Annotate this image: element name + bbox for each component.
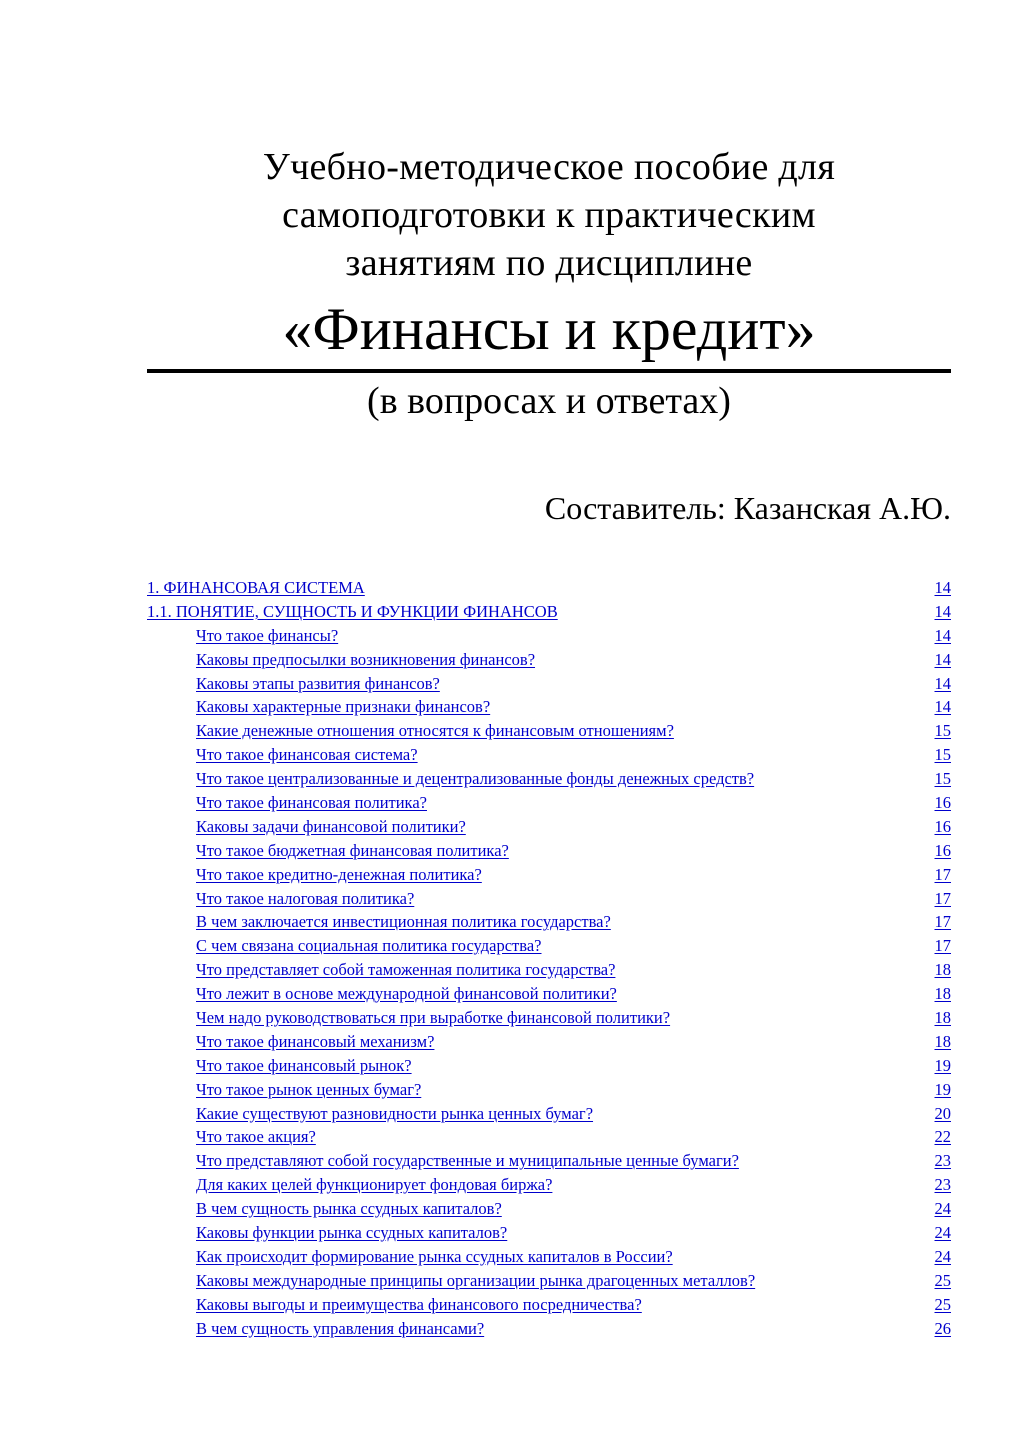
toc-entry-text: Что лежит в основе международной финансовой политики? (196, 984, 617, 1004)
toc-entry-page: 18 (934, 960, 951, 980)
toc-entry-page: 17 (934, 864, 951, 884)
toc-entry-text: Что представляет собой таможенная политика государства? (196, 960, 616, 980)
toc-entry[interactable] (147, 1197, 951, 1221)
table-of-contents (147, 576, 951, 1341)
toc-entry-text: Каковы функции рынка ссудных капиталов? (196, 1223, 508, 1243)
toc-entry[interactable] (147, 1269, 951, 1293)
toc-entry-text: Что такое финансовая политика? (196, 793, 427, 813)
toc-entry-text: Что такое бюджетная финансовая политика? (196, 840, 509, 860)
toc-entry-page: 14 (934, 601, 951, 621)
toc-entry-text: 1.1. ПОНЯТИЕ, СУЩНОСТЬ И ФУНКЦИИ ФИНАНСОВ (147, 601, 558, 621)
toc-entry-page: 19 (934, 1079, 951, 1099)
toc-entry-text: Что представляют собой государственные и муниципальные ценные бумаги? (196, 1151, 739, 1171)
toc-entry-text: Что такое финансовый рынок? (196, 1055, 412, 1075)
toc-entry-page: 14 (934, 649, 951, 669)
toc-entry-text: Каковы выгоды и преимущества финансового посредничества? (196, 1294, 642, 1314)
toc-entry-page: 15 (934, 769, 951, 789)
toc-entry[interactable] (147, 910, 951, 934)
toc-entry-text: 1. ФИНАНСОВАЯ СИСТЕМА (147, 578, 365, 597)
toc-entry-text: Что такое акция? (196, 1127, 316, 1147)
toc-entry[interactable] (147, 672, 951, 696)
toc-entry-chapter[interactable] (147, 576, 951, 600)
toc-entry-text: Что такое налоговая политика? (196, 888, 415, 908)
title-parenthetical: (в вопросах и ответах) (367, 380, 731, 422)
toc-entry-page: 26 (934, 1318, 951, 1338)
toc-entry-text: Каковы задачи финансовой политики? (196, 816, 466, 836)
toc-entry-section[interactable] (147, 600, 951, 624)
toc-entry[interactable] (147, 982, 951, 1006)
toc-entry-text: Что такое рынок ценных бумаг? (196, 1079, 422, 1099)
toc-entry[interactable] (147, 695, 951, 719)
toc-entry[interactable] (147, 1006, 951, 1030)
toc-entry-text: С чем связана социальная политика государства? (196, 936, 542, 956)
toc-entry[interactable] (147, 958, 951, 982)
toc-entry-page: 14 (934, 578, 951, 597)
toc-entry-text: В чем заключается инвестиционная политика государства? (196, 912, 611, 932)
toc-entry-page: 15 (934, 721, 951, 741)
toc-entry-text: Что такое финансы? (196, 625, 339, 645)
toc-entry-page: 17 (934, 936, 951, 956)
toc-entry[interactable] (147, 1173, 951, 1197)
toc-entry[interactable] (147, 1030, 951, 1054)
toc-entry-text: В чем сущность управления финансами? (196, 1318, 485, 1338)
toc-entry[interactable] (147, 1149, 951, 1173)
toc-entry-page: 24 (934, 1246, 951, 1266)
toc-entry-text: Чем надо руководствоваться при выработке финансовой политики? (196, 1008, 671, 1028)
toc-entry-page: 14 (934, 697, 951, 717)
subtitle-line-2: самоподготовки к практическим (282, 194, 816, 236)
toc-entry[interactable] (147, 887, 951, 911)
toc-entry-text: Какие существуют разновидности рынка ценных бумаг? (196, 1103, 594, 1123)
toc-entry-text: Что такое финансовый механизм? (196, 1031, 435, 1051)
toc-entry-page: 14 (934, 673, 951, 693)
toc-entry-page: 16 (934, 793, 951, 813)
toc-entry-page: 23 (934, 1175, 951, 1195)
toc-entry-page: 17 (934, 888, 951, 908)
toc-entry[interactable] (147, 1125, 951, 1149)
toc-entry[interactable] (147, 839, 951, 863)
toc-entry-text: Какие денежные отношения относятся к финансовым отношениям? (196, 721, 674, 741)
main-title: «Финансы и кредит» (147, 295, 951, 373)
toc-entry[interactable] (147, 815, 951, 839)
toc-entry-page: 18 (934, 984, 951, 1004)
toc-entry-text: Каковы этапы развития финансов? (196, 673, 440, 693)
toc-entry-text: Для каких целей функционирует фондовая биржа? (196, 1175, 553, 1195)
toc-entry[interactable] (147, 1221, 951, 1245)
toc-entry[interactable] (147, 934, 951, 958)
toc-entry[interactable] (147, 767, 951, 791)
toc-entry[interactable] (147, 624, 951, 648)
toc-entry[interactable] (147, 648, 951, 672)
toc-entry[interactable] (147, 1293, 951, 1317)
toc-entry-page: 20 (934, 1103, 951, 1123)
toc-entry[interactable] (147, 863, 951, 887)
toc-entry[interactable] (147, 1317, 951, 1341)
toc-entry[interactable] (147, 791, 951, 815)
toc-entry-page: 19 (934, 1055, 951, 1075)
toc-entry-text: В чем сущность рынка ссудных капиталов? (196, 1199, 502, 1219)
toc-entry-page: 16 (934, 840, 951, 860)
toc-entry[interactable] (147, 743, 951, 767)
toc-entry-page: 25 (934, 1294, 951, 1314)
toc-entry-text: Что такое централизованные и децентрализованные фонды денежных средств? (196, 769, 755, 789)
toc-entry[interactable] (147, 1078, 951, 1102)
toc-entry-page: 16 (934, 816, 951, 836)
toc-entry-page: 17 (934, 912, 951, 932)
subtitle-line-1: Учебно-методическое пособие для (262, 146, 836, 188)
toc-entry-page: 22 (934, 1127, 951, 1147)
toc-entry-text: Что такое кредитно-денежная политика? (196, 864, 482, 884)
toc-entry-text: Каковы характерные признаки финансов? (196, 697, 491, 717)
toc-entry-page: 14 (934, 625, 951, 645)
toc-entry-page: 24 (934, 1223, 951, 1243)
toc-entry-text: Что такое финансовая система? (196, 745, 418, 765)
toc-entry-text: Каковы международные принципы организации рынка драгоценных металлов? (196, 1270, 756, 1290)
toc-entry-page: 18 (934, 1031, 951, 1051)
toc-entry-page: 23 (934, 1151, 951, 1171)
toc-entry-text: Каковы предпосылки возникновения финансов? (196, 649, 536, 669)
toc-entry-page: 18 (934, 1008, 951, 1028)
toc-entry-page: 25 (934, 1270, 951, 1290)
toc-entry-page: 15 (934, 745, 951, 765)
toc-entry[interactable] (147, 1054, 951, 1078)
toc-entry-text: Как происходит формирование рынка ссудных капиталов в России? (196, 1246, 673, 1266)
toc-entry[interactable] (147, 1102, 951, 1126)
compiler-credit: Составитель: Казанская А.Ю. (544, 490, 951, 526)
title-block (147, 143, 951, 423)
toc-entry-page: 24 (934, 1199, 951, 1219)
toc-entry[interactable] (147, 1245, 951, 1269)
toc-entry[interactable] (147, 719, 951, 743)
subtitle-line-3: занятиям по дисциплине (345, 242, 753, 284)
